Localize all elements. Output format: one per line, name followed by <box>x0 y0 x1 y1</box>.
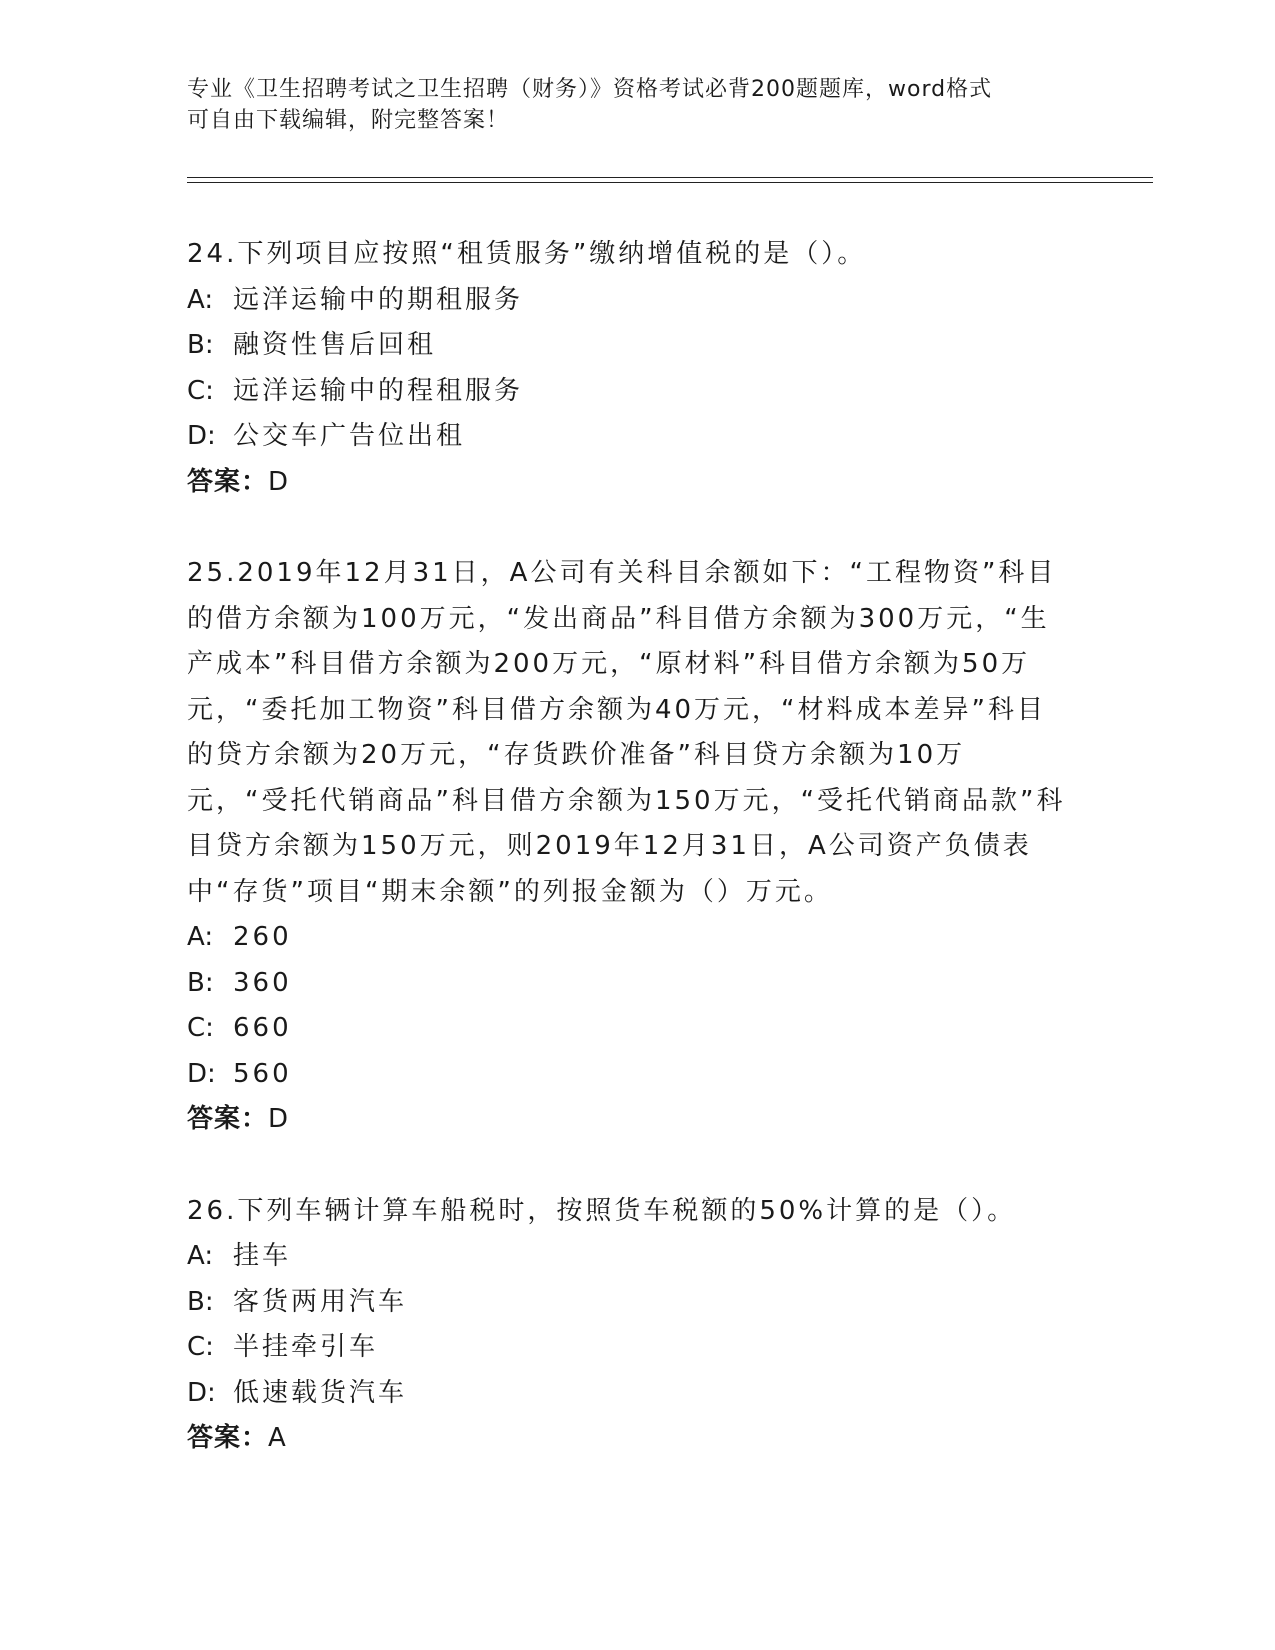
option-d <box>187 1052 1067 1098</box>
option-b <box>187 1280 1067 1326</box>
option-letter: C: <box>187 1332 214 1362</box>
answer-label: 答案： <box>187 1104 269 1134</box>
option-a <box>187 278 1067 324</box>
option-letter: B: <box>187 1286 214 1317</box>
option-text: 560 <box>233 1058 292 1089</box>
option-letter: A: <box>187 284 214 315</box>
option-c <box>187 369 1067 415</box>
option-text: 260 <box>233 922 292 952</box>
answer-line <box>187 1416 1067 1462</box>
option-letter: A: <box>187 1241 214 1271</box>
option-text: 360 <box>233 967 292 998</box>
question-stem: 24.下列项目应按照“租赁服务”缴纳增值税的是（）。 <box>187 239 867 269</box>
option-b <box>187 323 1067 369</box>
option-letter: C: <box>187 1013 214 1043</box>
option-text: 半挂牵引车 <box>233 1332 379 1362</box>
answer-label: 答案： <box>187 466 269 497</box>
option-letter: B: <box>187 330 214 360</box>
option-text: 远洋运输中的期租服务 <box>233 284 524 315</box>
option-b <box>187 961 1067 1007</box>
option-d <box>187 414 1067 460</box>
answer-line <box>187 1097 1067 1143</box>
option-text: 公交车广告位出租 <box>233 421 466 451</box>
option-text: 660 <box>233 1013 292 1043</box>
header-line-2: 可自由下载编辑，附完整答案！ <box>187 108 510 133</box>
option-text: 融资性售后回租 <box>233 330 437 360</box>
option-text: 挂车 <box>233 1241 292 1271</box>
option-letter: D: <box>187 1377 216 1408</box>
option-letter: A: <box>187 922 214 952</box>
option-text: 客货两用汽车 <box>233 1286 408 1317</box>
question-item <box>187 551 1067 1143</box>
answer-value: A <box>268 1423 287 1453</box>
question-stem: 26.下列车辆计算车船税时，按照货车税额的50%计算的是（）。 <box>187 1195 1017 1226</box>
option-d <box>187 1371 1067 1417</box>
answer-line <box>187 460 1067 506</box>
answer-value: D <box>268 466 290 497</box>
question-list <box>187 232 1067 1508</box>
option-a <box>187 1234 1067 1280</box>
option-letter: D: <box>187 421 216 451</box>
question-item <box>187 1189 1067 1462</box>
option-letter: C: <box>187 375 214 406</box>
document-header <box>187 74 1067 136</box>
option-c <box>187 1006 1067 1052</box>
option-letter: B: <box>187 967 214 998</box>
header-line-1: 专业《卫生招聘考试之卫生招聘（财务）》资格考试必背200题题库，word格式 <box>187 77 993 102</box>
option-a <box>187 915 1067 961</box>
option-text: 远洋运输中的程租服务 <box>233 375 524 406</box>
question-stem: 25.2019年12月31日，A公司有关科目余额如下：“工程物资”科目的借方余额为100万元，“发出商品”科目借方余额为300万元，“生产成本”科目借方余额为200万元，“原材料”科目借方余额为50万元，“委托加工物资”科目借方余额为40万元，“材料成本差异”科目的贷方余额为20万元，“存货跌价准备”科目贷方余额为10万元，“受托代销商品”科目借方余额为150万元，“受托代销商品款”科目贷方余额为150万元，则2019年12月31日，A公司资产负债表中“存货”项目“期末余额”的列报金额为（）万元。 <box>187 558 1066 907</box>
header-divider <box>187 177 1153 183</box>
option-text: 低速载货汽车 <box>233 1377 408 1408</box>
answer-label: 答案： <box>187 1423 269 1453</box>
option-c <box>187 1325 1067 1371</box>
question-item <box>187 232 1067 505</box>
option-letter: D: <box>187 1058 216 1089</box>
answer-value: D <box>268 1104 290 1134</box>
